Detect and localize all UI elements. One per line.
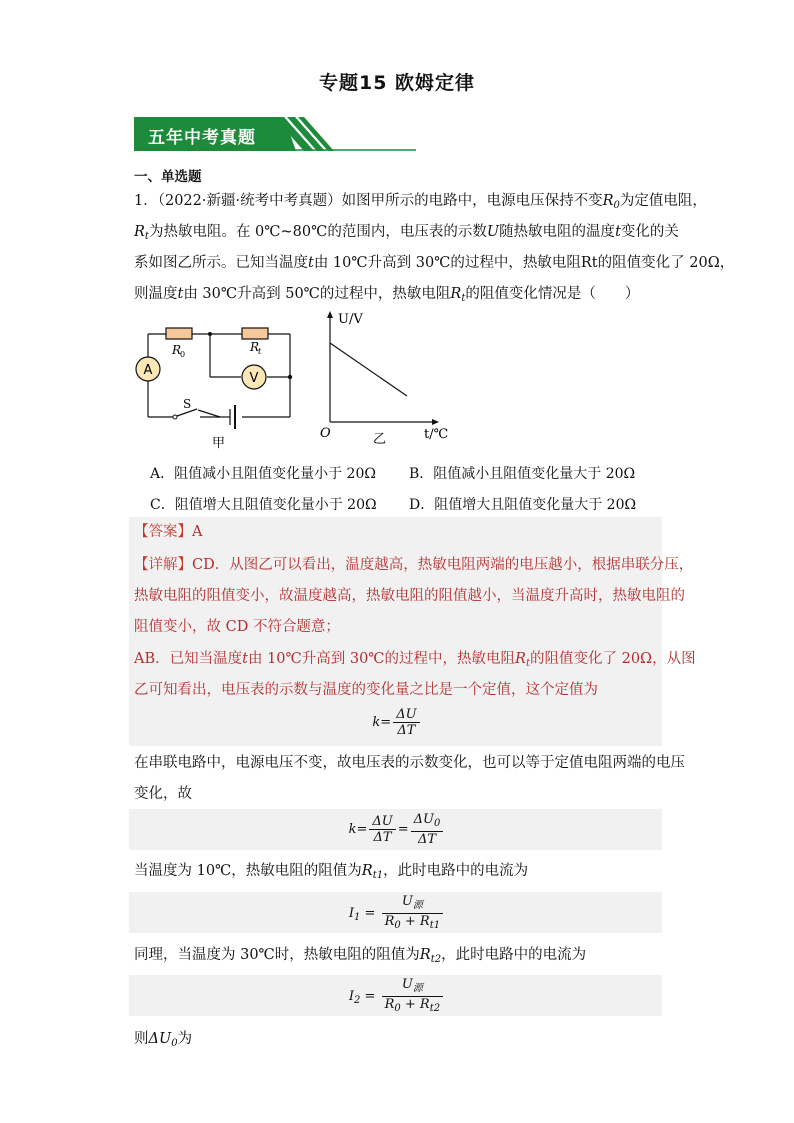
option-c[interactable]: C．阻值增大且阻值变化量小于 20Ω bbox=[150, 497, 377, 513]
option-a[interactable]: A．阻值减小且阻值变化量小于 20Ω bbox=[150, 466, 376, 482]
r0-label: R bbox=[172, 343, 182, 357]
circuit-diagram bbox=[130, 318, 305, 453]
formula-k-u0: k= $\frac{\Delta U}{\Delta T}$ = $\frac{\Delta U_0}{\Delta T}$ bbox=[0, 812, 794, 847]
x-axis-label: t/℃ bbox=[424, 427, 449, 442]
circuit-caption: 甲 bbox=[212, 436, 226, 451]
page-title: 专题15 欧姆定律 bbox=[318, 72, 476, 94]
detail-line-3: 阻值变小，故 CD 不符合题意； bbox=[134, 619, 340, 635]
r0-sub: 0 bbox=[180, 350, 186, 359]
detail-line-1: 【详解】CD．从图乙可以看出，温度越高，热敏电阻两端的电压越小，根据串联分压， bbox=[134, 557, 694, 573]
formula-i1: $I_1$ = $\frac{U_源}{R_0 + R_{t1}}$ bbox=[0, 894, 794, 933]
detail-line-2: 热敏电阻的阻值变小，故温度越高，热敏电阻的阻值越小，当温度升高时，热敏电阻的 bbox=[134, 588, 685, 604]
section-heading: 一、单选题 bbox=[134, 169, 202, 185]
banner-title: 五年中考真题 bbox=[148, 128, 256, 148]
formula-i2: $I_2$ = $\frac{U_源}{R_0 + R_{t2}}$ bbox=[0, 977, 794, 1016]
question-line-1: 1．（2022·新疆·统考中考真题）如图甲所示的电路中，电源电压保持不变$R_0$为定值电阻， bbox=[134, 193, 707, 211]
option-d[interactable]: D．阻值增大且阻值变化量大于 20Ω bbox=[409, 497, 637, 513]
question-line-2: $R_t$为热敏电阻。在 0℃~80℃的范围内，电压表的示数U随热敏电阻的温度t变化的关 bbox=[134, 224, 679, 242]
option-b[interactable]: B．阻值减小且阻值变化量大于 20Ω bbox=[409, 466, 636, 482]
voltage-temperature-graph bbox=[318, 308, 458, 448]
voltmeter-label: V bbox=[249, 371, 259, 386]
rt-label: R bbox=[250, 340, 260, 354]
body-line-9: 同理，当温度为 30℃时，热敏电阻的阻值为$R_{t2}$，此时电路中的电流为 bbox=[134, 947, 587, 965]
body-line-10: 则$\Delta U_0$为 bbox=[134, 1031, 193, 1049]
detail-line-4: AB．已知当温度t由 10℃升高到 30℃的过程中，热敏电阻$R_t$的阻值变化了 20Ω，从图 bbox=[134, 651, 696, 669]
question-line-3: 系如图乙所示。已知当温度t由 10℃升高到 30℃的过程中，热敏电阻Rt的阻值变化了 20Ω， bbox=[134, 255, 735, 271]
switch-label: S bbox=[183, 397, 192, 411]
question-line-4: 则温度t由 30℃升高到 50℃的过程中，热敏电阻$R_t$的阻值变化情况是（ ） bbox=[134, 286, 640, 304]
body-line-6: 在串联电路中，电源电压不变，故电压表的示数变化，也可以等于定值电阻两端的电压 bbox=[134, 755, 685, 771]
graph-caption: 乙 bbox=[373, 432, 387, 447]
formula-k: k= $\frac{\Delta U}{\Delta T}$ bbox=[0, 707, 794, 738]
origin-label: O bbox=[320, 426, 331, 441]
ammeter-label: A bbox=[143, 363, 153, 378]
body-line-7: 变化，故 bbox=[134, 786, 192, 802]
answer-line: 【答案】A bbox=[134, 524, 203, 540]
detail-line-5: 乙可知看出，电压表的示数与温度的变化量之比是一个定值，这个定值为 bbox=[134, 682, 598, 698]
y-axis-label: U/V bbox=[338, 312, 363, 327]
rt-sub: t bbox=[258, 347, 262, 356]
body-line-8: 当温度为 10℃，热敏电阻的阻值为$R_{t1}$，此时电路中的电流为 bbox=[134, 863, 529, 881]
